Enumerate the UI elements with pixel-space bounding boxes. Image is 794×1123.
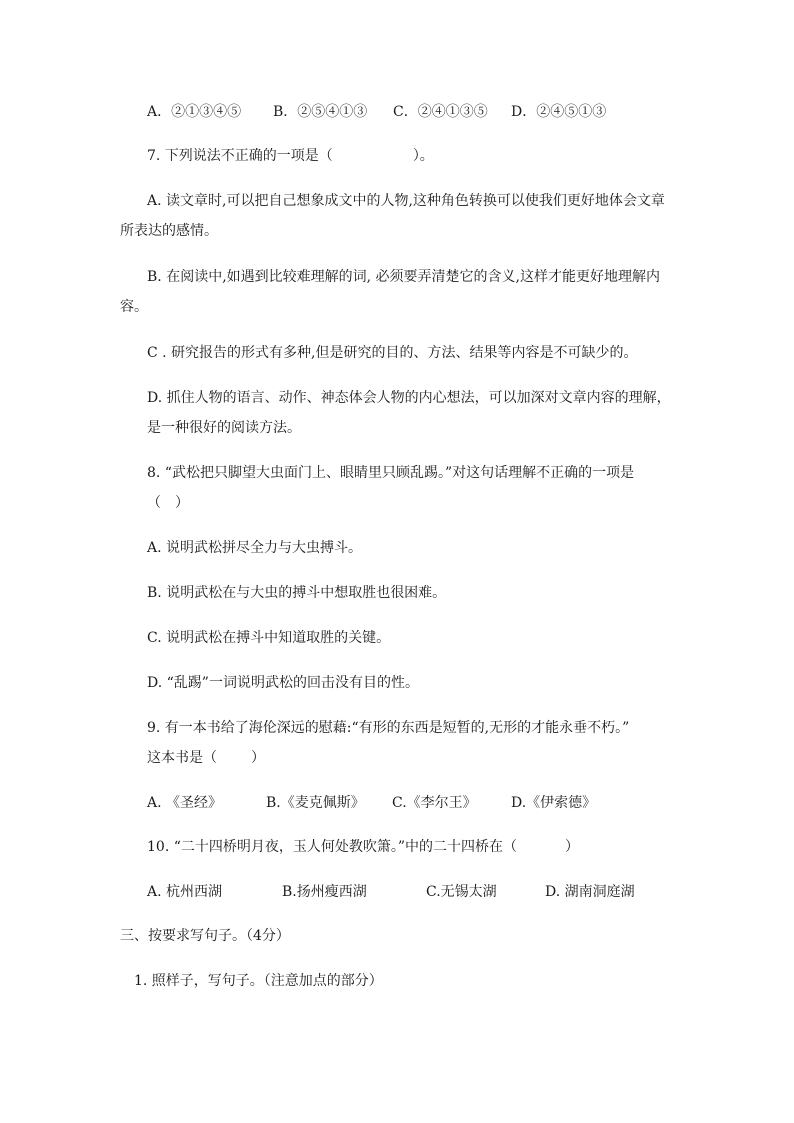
- q6-option-c: C．②④①③⑤: [393, 104, 488, 120]
- q8-option-d: D. “乱踢”一词说明武松的回击没有目的性。: [147, 675, 419, 691]
- q9-option-d: D.《伊索德》: [511, 795, 597, 811]
- q6-option-d: D．②④⑤①③: [511, 104, 607, 120]
- q8-option-c: C. 说明武松在搏斗中知道取胜的关键。: [147, 630, 391, 646]
- q9-stem-line2: 这本书是（ ）: [147, 750, 265, 766]
- q8-stem: 8. “武松把只脚望大虫面门上、眼睛里只顾乱踢。”对这句话理解不正确的一项是: [147, 465, 635, 481]
- q7-option-a-line1: A. 读文章时,可以把自己想象成文中的人物,这种角色转换可以使我们更好地体会文章: [147, 193, 665, 209]
- q7-option-d-line2: 是一种很好的阅读方法。: [147, 420, 301, 436]
- q7-option-b-line2: 容。: [120, 299, 148, 315]
- q7-stem: 7. 下列说法不正确的一项是（ ）。: [147, 148, 434, 164]
- q6-option-b: B．②⑤④①③: [273, 104, 368, 120]
- q8-option-a: A. 说明武松拼尽全力与大虫搏斗。: [147, 540, 363, 556]
- q6-option-a: A．②①③④⑤: [147, 104, 242, 120]
- q9-option-c: C.《李尔王》: [392, 795, 477, 811]
- q8-answer-paren: （ ）: [147, 495, 189, 511]
- section-3-item-1: 1. 照样子，写句子。（注意加点的部分）: [134, 973, 383, 989]
- q8-option-b: B. 说明武松在与大虫的搏斗中想取胜也很困难。: [147, 585, 447, 601]
- q10-option-d: D. 湖南洞庭湖: [545, 884, 635, 900]
- q7-option-a-line2: 所表达的感情。: [120, 223, 218, 239]
- q9-stem: 9. 有一本书给了海伦深远的慰藉:“有形的东西是短暂的,无形的才能永垂不朽。”: [147, 720, 630, 736]
- q10-option-c: C.无锡太湖: [426, 884, 497, 900]
- q10-option-b: B.扬州瘦西湖: [282, 884, 367, 900]
- q9-option-a: A. 《圣经》: [147, 795, 223, 811]
- q9-option-b: B.《麦克佩斯》: [266, 795, 365, 811]
- section-3-title: 三、按要求写句子。（4分）: [120, 928, 290, 944]
- q7-option-b-line1: B. 在阅读中,如遇到比较难理解的词, 必须要弄清楚它的含义,这样才能更好地理解内: [147, 269, 660, 285]
- q10-stem: 10. “二十四桥明月夜，玉人何处教吹箫。”中的二十四桥在（ ）: [147, 839, 580, 855]
- q7-option-c: C . 研究报告的形式有多种,但是研究的目的、方法、结果等内容是不可缺少的。: [147, 345, 638, 361]
- q10-option-a: A. 杭州西湖: [147, 884, 223, 900]
- q7-option-d-line1: D. 抓住人物的语言、动作、神态体会人物的内心想法，可以加深对文章内容的理解，: [147, 390, 671, 406]
